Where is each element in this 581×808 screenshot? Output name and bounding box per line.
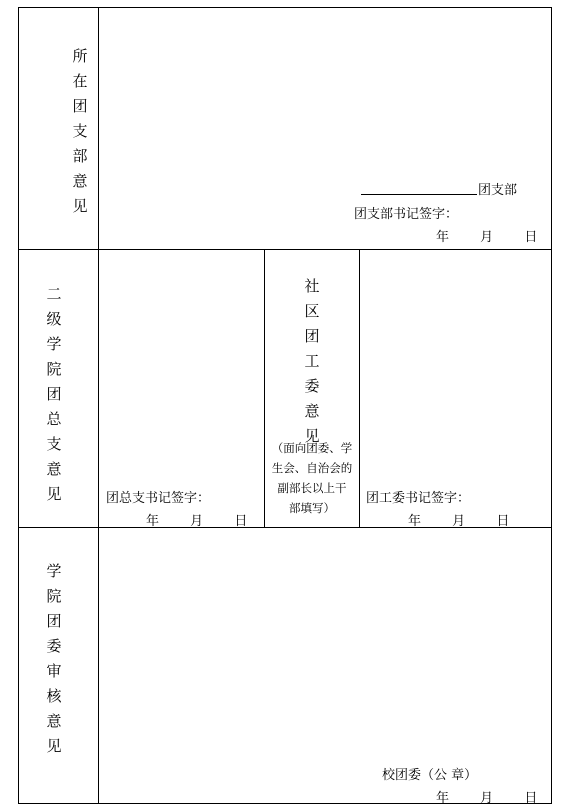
note-line: 生会、自治会的 [271,461,353,475]
section3-label-char: 委 [46,637,62,655]
section2-mid-label-char: 区 [304,302,320,320]
note-line: （面向团委、学 [271,441,353,455]
section1-label-char: 见 [72,197,88,215]
section2-right-date [408,510,509,529]
section2-left-label-char: 级 [46,310,62,328]
section2-mid-label-char: 社 [304,277,320,295]
middle-column-left-divider [264,249,265,528]
date-day: 日 [234,514,248,529]
section2-left-label-char: 学 [46,335,62,353]
date-year: 年 [408,514,422,529]
middle-column-right-divider [359,249,360,528]
date-year: 年 [436,791,450,806]
section2-mid-label-char: 工 [304,352,320,370]
date-month: 月 [452,514,466,529]
date-day: 日 [496,514,510,529]
section1-label-char: 部 [72,147,88,165]
note-line: 副部长以上干 [277,481,347,495]
section2-left-label [42,282,66,507]
section2-mid-label [300,274,324,449]
section1-label-char: 支 [72,122,88,140]
section2-left-label-char: 团 [46,385,62,403]
section3-date [436,787,537,806]
section2-left-label-char: 见 [46,485,62,503]
work-committee-secretary-signature-label: 团工委书记签字： [366,491,471,506]
section1-label-char: 团 [72,97,88,115]
section3-label [42,559,66,759]
branch-name-blank[interactable] [361,194,477,195]
section3-label-char: 院 [46,587,62,605]
section3-label-char: 学 [46,562,62,580]
date-year: 年 [146,514,160,529]
school-committee-seal-label: 校团委（公 章） [382,768,478,783]
section2-mid-label-char: 意 [304,402,320,420]
date-month: 月 [190,514,204,529]
date-year: 年 [436,230,450,245]
note-line: 部填写） [289,501,335,515]
section1-label [68,44,92,219]
section2-mid-label-char: 委 [304,377,320,395]
section2-mid-label-char: 见 [304,427,320,445]
date-month: 月 [480,230,494,245]
section1-label-char: 意 [72,172,88,190]
section2-mid-note [267,438,357,518]
section2-left-label-char: 二 [46,285,62,303]
date-day: 日 [524,791,538,806]
section1-label-char: 所 [72,47,88,65]
section2-left-date [146,510,247,529]
section2-left-label-char: 总 [46,410,62,428]
date-day: 日 [524,230,538,245]
section3-label-char: 意 [46,712,62,730]
general-branch-secretary-signature-label: 团总支书记签字： [106,491,211,506]
section2-left-label-char: 院 [46,360,62,378]
section3-label-char: 见 [46,737,62,755]
section2-left-label-char: 支 [46,435,62,453]
section3-label-char: 审 [46,662,62,680]
branch-secretary-signature-label: 团支部书记签字： [354,207,459,222]
date-month: 月 [480,791,494,806]
section1-date [436,226,537,245]
section2-mid-label-char: 团 [304,327,320,345]
section2-left-label-char: 意 [46,460,62,478]
label-column-divider [98,7,99,804]
branch-suffix: 团支部 [478,183,518,198]
section1-label-char: 在 [72,72,88,90]
section3-label-char: 团 [46,612,62,630]
section3-label-char: 核 [46,687,62,705]
